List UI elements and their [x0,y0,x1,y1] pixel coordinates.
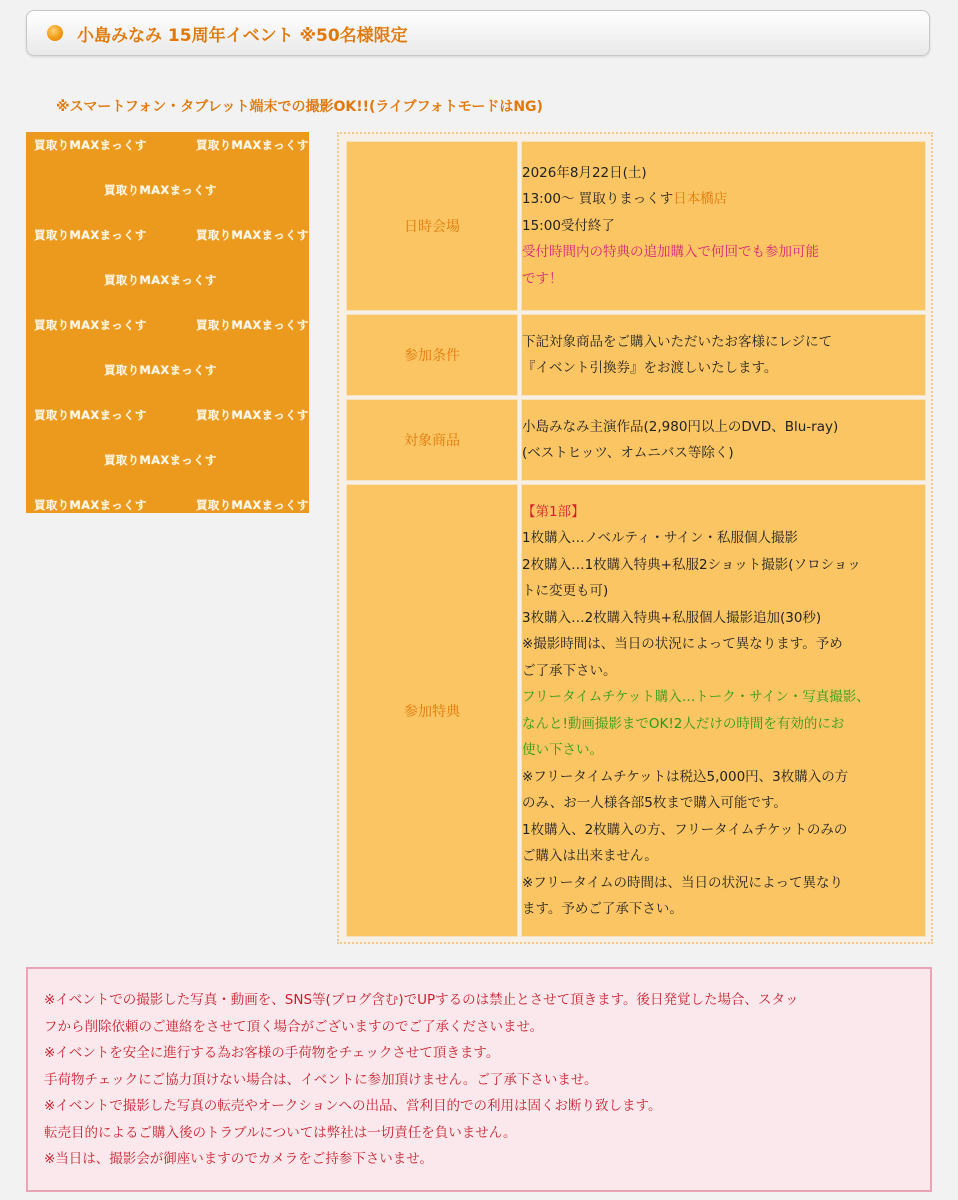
shop-logo-mark: 買取りMAXまっくす [196,318,309,332]
caution-notice-box [26,967,932,1192]
caution-line: ※イベントを安全に進行する為お客様の手荷物をチェックさせて頂きます。 [44,1045,500,1061]
logo-pattern-row [26,407,309,427]
reception-end: 15:00受付終了 [522,217,615,234]
benefit-line: 2枚購入…1枚購入特典+私服2ショット撮影(ソロショッ [522,556,861,573]
event-header-bar [26,10,930,56]
caution-line: ※当日は、撮影会が御座いますのでカメラをご持参下さいませ。 [44,1151,433,1167]
venue-link[interactable]: 日本橋店 [673,191,728,208]
repeat-participation-note: 受付時間内の特典の追加購入で何回でも参加可能 [522,244,819,261]
event-title: 小島みなみ 15周年イベント ※50名様限定 [77,25,408,46]
shop-logo-mark: 買取りMAXまっくす [196,408,309,422]
event-info-table [343,138,929,940]
table-row-datetime [346,141,926,311]
event-time-venue: 13:00〜 買取りまっくす日本橋店 [522,191,728,208]
shop-logo-mark: 買取りMAXまっくす [104,453,217,467]
benefit-line: ご購入は出来ません。 [522,848,658,864]
shop-logo-mark: 買取りMAXまっくす [196,138,309,152]
benefit-line: 使い下さい。 [522,742,603,758]
benefit-line: トに変更も可) [522,583,609,599]
logo-pattern-row [26,317,309,337]
logo-pattern-row [26,137,309,157]
shop-logo-mark: 買取りMAXまっくす [196,498,309,512]
text-line: 小島みなみ主演作品(2,980円以上のDVD、Blu-ray) [522,418,839,435]
caution-line: ※イベントで撮影した写真の転売やオークションへの出品、営利目的での利用は固くお断り致します。 [44,1098,662,1114]
caution-line: ※イベントでの撮影した写真・動画を、SNS等(ブログ含む)でUPするのは禁止とさせて頂きます。後日発覚した場合、スタッ [44,992,799,1008]
text-line: (ベストヒッツ、オムニバス等除く) [522,445,734,461]
benefit-line: 1枚購入、2枚購入の方、フリータイムチケットのみの [522,821,848,838]
photo-permission-notice: ※スマートフォン・タブレット端末での撮影OK!!(ライブフォトモードはNG) [56,99,543,115]
text-line: 『イベント引換券』をお渡しいたします。 [522,360,778,376]
benefit-line: ※フリータイムの時間は、当日の状況によって異なり [522,874,844,891]
row-value-conditions [521,314,926,396]
shop-logo-mark: 買取りMAXまっくす [196,228,309,242]
logo-pattern-row [26,452,309,472]
row-value-benefits [521,484,926,937]
benefit-line: ご了承下さい。 [522,662,617,679]
row-label-products: 対象商品 [346,399,518,481]
shop-logo-mark: 買取りMAXまっくす [34,408,147,422]
logo-pattern-row [26,497,309,513]
shop-logo-backdrop [26,132,309,513]
shop-logo-mark: 買取りMAXまっくす [104,363,217,377]
shop-logo-mark: 買取りMAXまっくす [34,228,147,242]
benefit-line: なんと!動画撮影までOK!2人だけの時間を有効的にお [522,715,845,732]
logo-pattern-row [26,272,309,292]
benefit-line: フリータイムチケット購入…トーク・サイン・写真撮影、 [522,689,870,705]
caution-line: フから削除依頼のご連絡をさせて頂く場合がございますのでご了承くださいませ。 [44,1018,544,1035]
logo-pattern-row [26,182,309,202]
logo-pattern-row [26,227,309,247]
row-label-conditions: 参加条件 [346,314,518,396]
row-value-products [521,399,926,481]
caution-line: 転売目的によるご購入後のトラブルについては弊社は一切責任を負いません。 [44,1124,517,1141]
table-row-products [346,399,926,481]
shop-logo-mark: 買取りMAXまっくす [34,498,147,512]
benefit-line: 【第1部】 [522,503,585,520]
benefit-line: のみ、お一人様各部5枚まで購入可能です。 [522,795,787,811]
shop-logo-mark: 買取りMAXまっくす [104,273,217,287]
text-line: 下記対象商品をご購入いただいたお客様にレジにて [522,333,833,350]
logo-pattern-row [26,362,309,382]
benefit-line: ます。予めご了承下さい。 [522,901,683,917]
benefit-line: 3枚購入…2枚購入特典+私服個人撮影追加(30秒) [522,609,822,626]
row-label-benefits: 参加特典 [346,484,518,937]
repeat-participation-note-cont: です！ [522,270,563,287]
benefit-line: ※フリータイムチケットは税込5,000円、3枚購入の方 [522,768,849,785]
event-date: 2026年8月22日(土) [522,164,647,181]
caution-line: 手荷物チェックにご協力頂けない場合は、イベントに参加頂けません。ご了承下さいませ。 [44,1071,598,1088]
benefit-line: ※撮影時間は、当日の状況によって異なります。予め [522,636,843,652]
row-value-datetime [521,141,926,311]
benefit-line: 1枚購入…ノベルティ・サイン・私服個人撮影 [522,530,799,546]
shop-logo-mark: 買取りMAXまっくす [34,138,147,152]
event-info-frame [337,132,933,944]
shop-logo-mark: 買取りMAXまっくす [34,318,147,332]
table-row-benefits [346,484,926,937]
row-label-datetime: 日時会場 [346,141,518,311]
shop-logo-mark: 買取りMAXまっくす [104,183,217,197]
table-row-conditions [346,314,926,396]
orange-bullet-icon [47,25,63,41]
